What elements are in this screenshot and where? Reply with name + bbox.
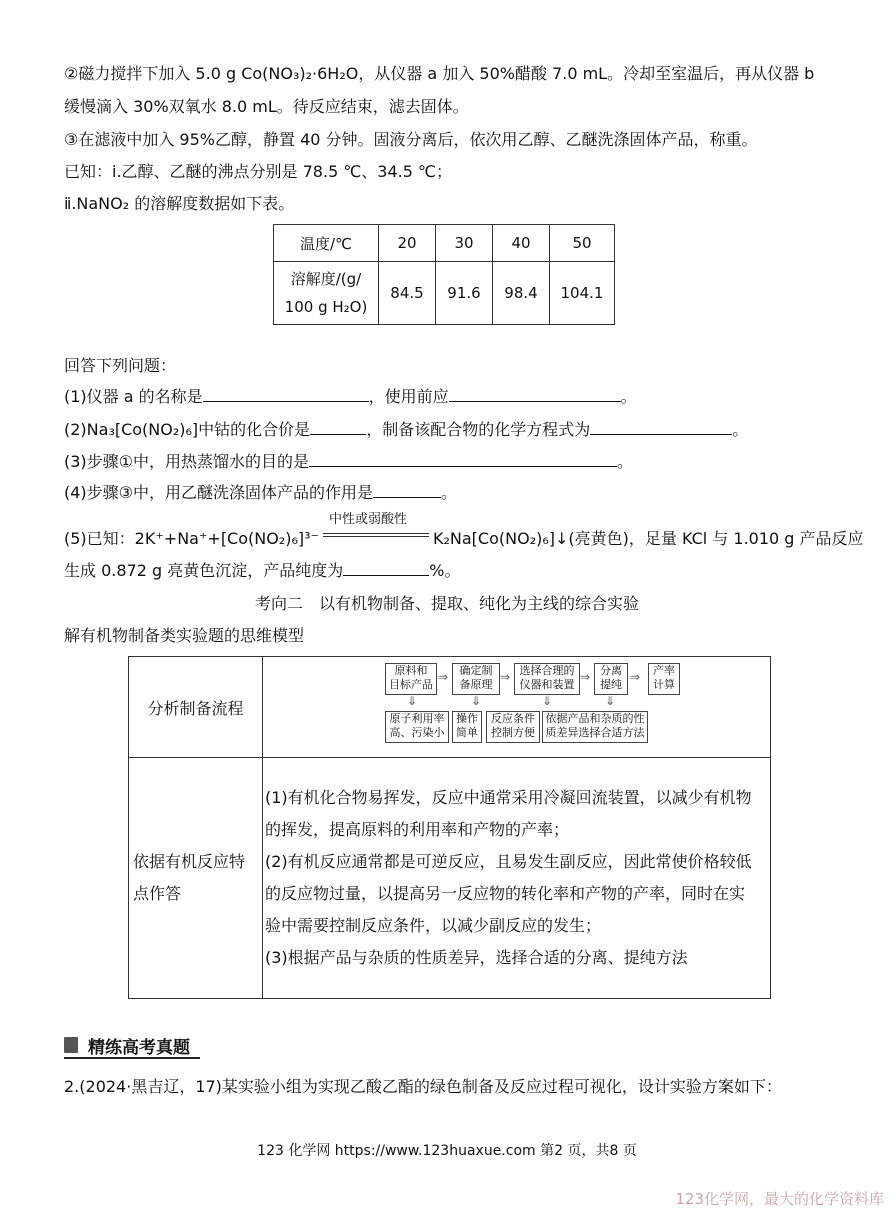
flow-box-apparatus: 选择合理的 仪器和装置 <box>514 663 580 695</box>
step3-line: ③在滤液中加入 95%乙醇，静置 40 分钟。固液分离后，依次用乙醇、乙醚洗涤固体产品，称重。 <box>64 130 758 149</box>
watermark: 123化学网，最大的化学资料库 <box>675 1190 884 1208</box>
arrow-right-icon: ⇒ <box>438 670 449 684</box>
thinking-model-table <box>128 656 771 999</box>
answer-blank[interactable] <box>310 418 366 435</box>
question-4: (4)步骤③中，用乙醚洗涤固体产品的作用是 。 <box>64 483 458 502</box>
step2-line2: 缓慢滴入 30%双氧水 8.0 mL。待反应结束，滤去固体。 <box>64 97 469 116</box>
flow-box-conditions: 反应条件 控制方便 <box>486 711 540 743</box>
flow-box-method: 依据产品和杂质的性 质差异选择合适方法 <box>542 711 648 743</box>
arrow-down-icon: ⇓ <box>542 694 553 708</box>
answer-blank[interactable] <box>343 559 429 576</box>
answer-blank[interactable] <box>373 481 441 498</box>
temp-cell: 40 <box>493 225 550 262</box>
flow-box-separation: 分离 提纯 <box>594 663 628 695</box>
flow-box-atom-economy: 原子利用率 高、污染小 <box>385 711 449 743</box>
arrow-down-icon: ⇓ <box>605 694 616 708</box>
question-3: (3)步骤①中，用热蒸馏水的目的是 。 <box>64 452 634 471</box>
document-icon <box>64 1037 78 1053</box>
questions-intro: 回答下列问题： <box>64 356 177 375</box>
solubility-cell: 98.4 <box>493 262 550 325</box>
temp-cell: 30 <box>436 225 493 262</box>
arrow-down-icon: ⇓ <box>407 694 418 708</box>
table-head-label: 温度/℃ <box>274 225 379 262</box>
solubility-table <box>273 224 615 325</box>
reaction-arrow: 中性或弱酸性 <box>319 528 433 544</box>
known-2: ⅱ.NaNO₂ 的溶解度数据如下表。 <box>64 194 295 213</box>
temp-cell: 50 <box>550 225 615 262</box>
question-2: (2)Na₃[Co(NO₂)₆]中钴的化合价是 ，制备该配合物的化学方程式为 。 <box>64 420 749 439</box>
flow-box-yield: 产率 计算 <box>648 663 680 695</box>
question-2-2024: 2.(2024·黑吉辽，17)某实验小组为实现乙酸乙酯的绿色制备及反应过程可视化，设计实验方案如下： <box>64 1077 782 1096</box>
flow-diagram-cell <box>263 657 771 758</box>
flow-box-principle: 确定制 备原理 <box>452 663 500 695</box>
question-5-line1: (5)已知：2K⁺+Na⁺+[Co(NO₂)₆]³⁻ 中性或弱酸性 K₂Na[Co(NO₂)₆]↓(亮黄色)，足量 KCl 与 1.010 g 产品反应 <box>64 512 864 548</box>
solubility-cell: 104.1 <box>550 262 615 325</box>
answer-blank[interactable] <box>449 385 621 402</box>
flow-box-raw: 原料和 目标产品 <box>385 663 437 695</box>
organic-notes: (1)有机化合物易挥发，反应中通常采用冷凝回流装置，以减少有机物 的挥发，提高原料的利用率和产物的产率； (2)有机反应通常都是可逆反应，且易发生副反应，因此常使价格较低 的反应物过量，以提高另一反应物的转化率和产物的产率，同时在实 验中需要控制反应条件，以减少副反应的发生； (3)根据产品与杂质的性质差异，选择合适的分离、提纯方法 <box>263 758 771 999</box>
row-label-organic: 依据有机反应特 点作答 <box>129 758 263 999</box>
page-footer: 123 化学网 https://www.123huaxue.com 第2 页，共8 页 <box>257 1143 637 1159</box>
section-subtitle: 解有机物制备类实验题的思维模型 <box>64 626 305 645</box>
temp-cell: 20 <box>379 225 436 262</box>
question-1: (1)仪器 a 的名称是 ，使用前应 。 <box>64 387 637 406</box>
known-1: 已知：ⅰ.乙醇、乙醚的沸点分别是 78.5 ℃、34.5 ℃； <box>64 162 452 181</box>
practice-heading: 精练高考真题 <box>64 1031 200 1059</box>
answer-blank[interactable] <box>590 418 732 435</box>
arrow-right-icon: ⇒ <box>500 670 511 684</box>
section-title: 考向二 以有机物制备、提取、纯化为主线的综合实验 <box>254 594 639 613</box>
row-label-flow: 分析制备流程 <box>129 657 263 758</box>
step2-line1: ②磁力搅拌下加入 5.0 g Co(NO₃)₂·6H₂O，从仪器 a 加入 50%醋酸 7.0 mL。冷却至室温后，再从仪器 b <box>64 64 815 83</box>
answer-blank[interactable] <box>309 450 617 467</box>
question-5-line2: 生成 0.872 g 亮黄色沉淀，产品纯度为 %。 <box>64 561 461 580</box>
solubility-cell: 91.6 <box>436 262 493 325</box>
flow-box-simple: 操作 简单 <box>452 711 482 743</box>
arrow-right-icon: ⇒ <box>580 670 591 684</box>
arrow-right-icon: ⇒ <box>630 670 641 684</box>
answer-blank[interactable] <box>203 385 369 402</box>
arrow-down-icon: ⇓ <box>471 694 482 708</box>
table-row-label: 溶解度/(g/ 100 g H₂O) <box>274 262 379 325</box>
solubility-cell: 84.5 <box>379 262 436 325</box>
